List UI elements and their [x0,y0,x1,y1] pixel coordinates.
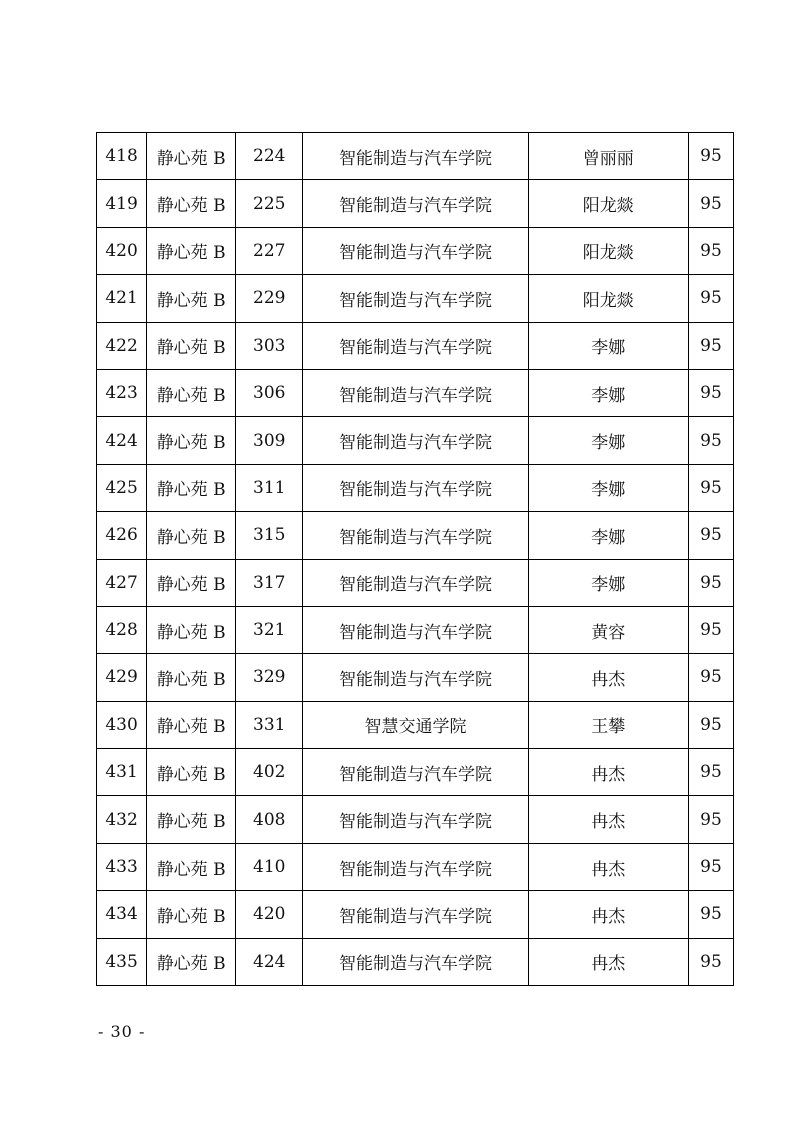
room-number-cell: 321 [236,606,303,653]
score-cell: 95 [688,843,733,890]
inspector-name-cell: 阳龙燚 [528,227,688,274]
college-cell: 智能制造与汽车学院 [303,133,528,180]
inspector-name-cell: 曾丽丽 [528,133,688,180]
table-body [97,133,734,986]
score-cell: 95 [688,417,733,464]
inspector-name-cell: 冉杰 [528,891,688,938]
room-number-cell: 424 [236,938,303,985]
college-cell: 智能制造与汽车学院 [303,606,528,653]
college-cell: 智能制造与汽车学院 [303,275,528,322]
table-row [97,464,734,511]
score-cell: 95 [688,654,733,701]
building-cell: 静心苑 B [147,749,236,796]
building-cell: 静心苑 B [147,938,236,985]
inspector-name-cell: 阳龙燚 [528,180,688,227]
row-number-cell: 419 [97,180,147,227]
table-row [97,654,734,701]
college-cell: 智能制造与汽车学院 [303,749,528,796]
room-number-cell: 227 [236,227,303,274]
college-cell: 智能制造与汽车学院 [303,796,528,843]
table-row [97,559,734,606]
building-cell: 静心苑 B [147,133,236,180]
building-cell: 静心苑 B [147,417,236,464]
table-row [97,891,734,938]
table-row [97,133,734,180]
inspector-name-cell: 冉杰 [528,654,688,701]
room-number-cell: 306 [236,369,303,416]
inspector-name-cell: 李娜 [528,512,688,559]
table-row [97,701,734,748]
college-cell: 智能制造与汽车学院 [303,322,528,369]
room-number-cell: 317 [236,559,303,606]
inspector-name-cell: 冉杰 [528,749,688,796]
building-cell: 静心苑 B [147,227,236,274]
table-row [97,180,734,227]
table-row [97,843,734,890]
row-number-cell: 428 [97,606,147,653]
building-cell: 静心苑 B [147,275,236,322]
table-row [97,369,734,416]
room-number-cell: 309 [236,417,303,464]
building-cell: 静心苑 B [147,322,236,369]
row-number-cell: 421 [97,275,147,322]
row-number-cell: 424 [97,417,147,464]
college-cell: 智能制造与汽车学院 [303,464,528,511]
building-cell: 静心苑 B [147,654,236,701]
building-cell: 静心苑 B [147,701,236,748]
inspector-name-cell: 冉杰 [528,796,688,843]
college-cell: 智能制造与汽车学院 [303,891,528,938]
inspector-name-cell: 李娜 [528,464,688,511]
table-row [97,227,734,274]
table-row [97,796,734,843]
inspector-name-cell: 冉杰 [528,938,688,985]
room-number-cell: 329 [236,654,303,701]
score-cell: 95 [688,464,733,511]
college-cell: 智能制造与汽车学院 [303,369,528,416]
table-row [97,938,734,985]
building-cell: 静心苑 B [147,512,236,559]
row-number-cell: 425 [97,464,147,511]
score-cell: 95 [688,796,733,843]
building-cell: 静心苑 B [147,891,236,938]
inspector-name-cell: 黄容 [528,606,688,653]
row-number-cell: 429 [97,654,147,701]
inspector-name-cell: 李娜 [528,417,688,464]
building-cell: 静心苑 B [147,559,236,606]
row-number-cell: 432 [97,796,147,843]
inspector-name-cell: 冉杰 [528,843,688,890]
row-number-cell: 418 [97,133,147,180]
table-row [97,275,734,322]
college-cell: 智能制造与汽车学院 [303,938,528,985]
college-cell: 智能制造与汽车学院 [303,227,528,274]
score-cell: 95 [688,938,733,985]
score-cell: 95 [688,275,733,322]
row-number-cell: 420 [97,227,147,274]
row-number-cell: 422 [97,322,147,369]
building-cell: 静心苑 B [147,796,236,843]
building-cell: 静心苑 B [147,369,236,416]
room-number-cell: 225 [236,180,303,227]
inspector-name-cell: 阳龙燚 [528,275,688,322]
score-cell: 95 [688,133,733,180]
score-cell: 95 [688,322,733,369]
inspector-name-cell: 李娜 [528,369,688,416]
room-number-cell: 315 [236,512,303,559]
college-cell: 智能制造与汽车学院 [303,559,528,606]
inspector-name-cell: 李娜 [528,322,688,369]
score-cell: 95 [688,227,733,274]
dormitory-score-table [96,132,734,986]
building-cell: 静心苑 B [147,606,236,653]
row-number-cell: 434 [97,891,147,938]
page-number: - 30 - [98,1022,146,1041]
row-number-cell: 430 [97,701,147,748]
score-cell: 95 [688,512,733,559]
room-number-cell: 410 [236,843,303,890]
college-cell: 智能制造与汽车学院 [303,180,528,227]
table-row [97,322,734,369]
table-row [97,417,734,464]
inspector-name-cell: 王攀 [528,701,688,748]
row-number-cell: 435 [97,938,147,985]
score-cell: 95 [688,749,733,796]
score-cell: 95 [688,559,733,606]
college-cell: 智能制造与汽车学院 [303,843,528,890]
room-number-cell: 229 [236,275,303,322]
college-cell: 智慧交通学院 [303,701,528,748]
row-number-cell: 433 [97,843,147,890]
score-cell: 95 [688,369,733,416]
score-cell: 95 [688,891,733,938]
building-cell: 静心苑 B [147,843,236,890]
score-cell: 95 [688,180,733,227]
row-number-cell: 427 [97,559,147,606]
room-number-cell: 402 [236,749,303,796]
score-cell: 95 [688,701,733,748]
room-number-cell: 224 [236,133,303,180]
row-number-cell: 431 [97,749,147,796]
inspector-name-cell: 李娜 [528,559,688,606]
score-cell: 95 [688,606,733,653]
room-number-cell: 420 [236,891,303,938]
room-number-cell: 408 [236,796,303,843]
table-row [97,512,734,559]
building-cell: 静心苑 B [147,180,236,227]
table-row [97,749,734,796]
row-number-cell: 423 [97,369,147,416]
college-cell: 智能制造与汽车学院 [303,417,528,464]
room-number-cell: 303 [236,322,303,369]
building-cell: 静心苑 B [147,464,236,511]
room-number-cell: 311 [236,464,303,511]
college-cell: 智能制造与汽车学院 [303,654,528,701]
college-cell: 智能制造与汽车学院 [303,512,528,559]
row-number-cell: 426 [97,512,147,559]
table-row [97,606,734,653]
room-number-cell: 331 [236,701,303,748]
